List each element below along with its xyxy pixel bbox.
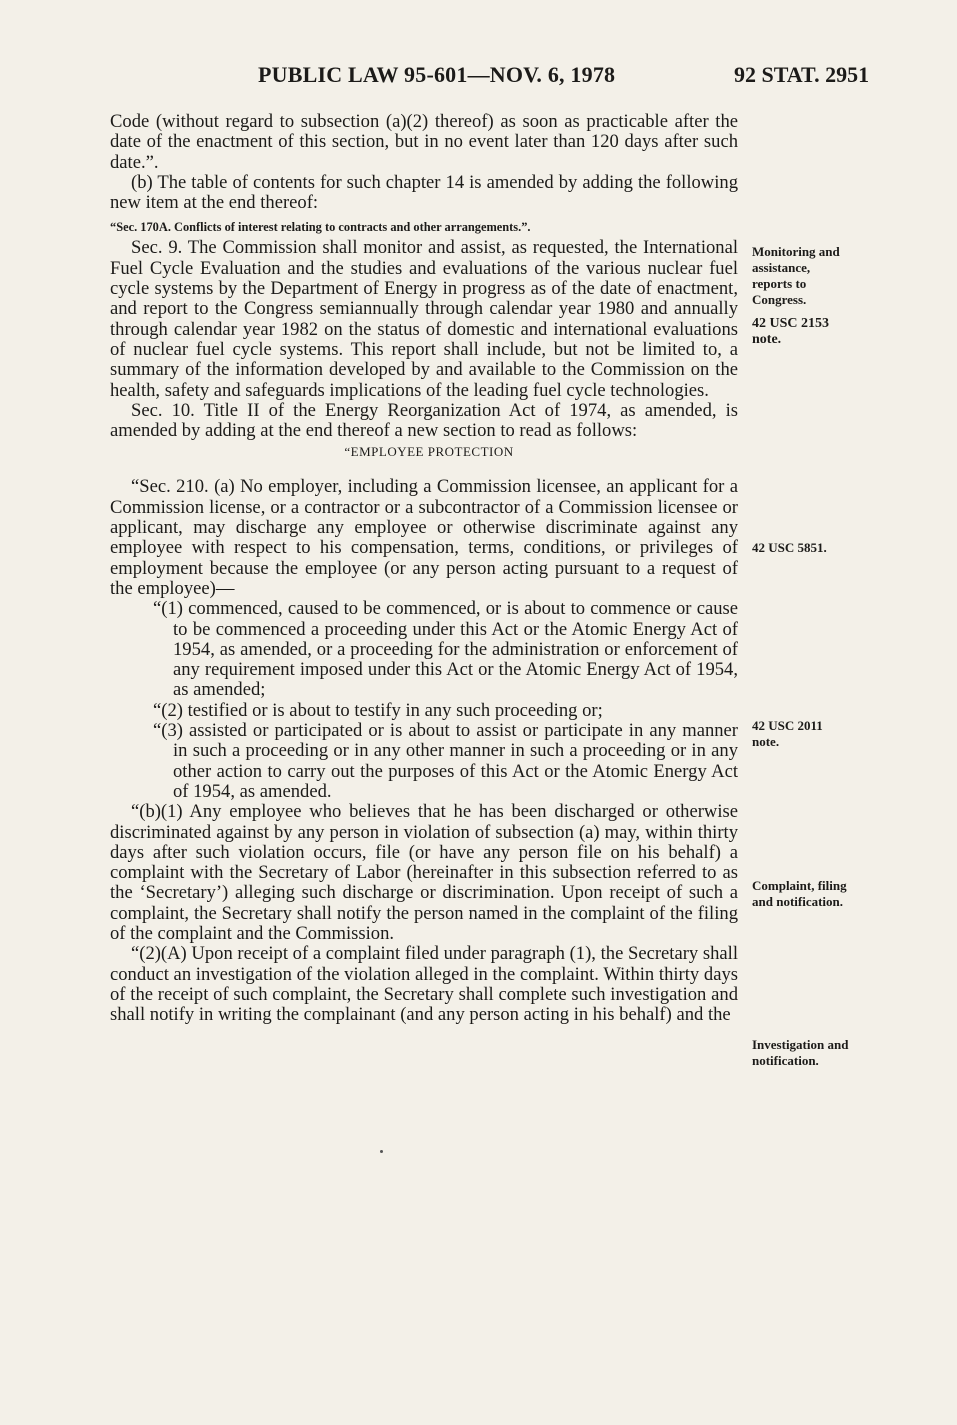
stray-dot-mark (380, 1150, 383, 1153)
list-item-1: “(1) commenced, caused to be commenced, or is about to commence or cause to be commenced a proceeding under this Act or the Atomic Energy Act of 1954, as amended, or a proceeding for the administration or enforcement of any requirement imposed under this Act or the Atomic Energy Act of 1954, as amended; (153, 598, 738, 701)
list-item-2: “(2) testified or is about to testify in any such proceeding or; (153, 699, 603, 721)
section-10-label: Sec. 10. (131, 399, 195, 421)
running-head-title: PUBLIC LAW 95-601—NOV. 6, 1978 (258, 62, 616, 87)
margin-note-cite-5851: 42 USC 5851. (752, 540, 827, 555)
section-9 (110, 238, 738, 400)
paragraph-continuation: Code (without regard to subsection (a)(2) thereof) as soon as practicable after the date of the enactment of this section, but in no event later than 120 days after such date.”. (110, 111, 738, 173)
running-head-stat: 92 STAT. 2951 (734, 62, 870, 87)
section-210 (110, 477, 738, 599)
margin-note-complaint: Complaint, filing and notification. (752, 878, 847, 909)
section-9-text: The Commission shall monitor and assist, as requested, the International Fuel Cycle Evaluation and the studies and evaluations of the various nuclear fuel cycle systems by the Department of Energy in progress as of the date of enactment, and report to the Congress semiannually through calendar year 1980 and annually through calendar year 1982 on the status of domestic and international evaluations of nuclear fuel cycle systems. This report shall include, but not be limited to, a summary of the information developed by and available to the Commission on the health, safety and safeguards implications of the leading fuel cycle technologies. (110, 237, 739, 401)
toc-item: “Sec. 170A. Conflicts of interest relating to contracts and other arrangements.”. (110, 220, 531, 235)
list-item-3: “(3) assisted or participated or is about to assist or participate in any manner in such a proceeding or in any other manner in such a proceeding or in any other action to carry out the purposes of this Act or the Atomic Energy Act of 1954, as amended. (153, 720, 738, 802)
employee-protection-heading: “EMPLOYEE PROTECTION (344, 444, 514, 460)
section-10 (110, 401, 738, 442)
margin-note-cite-2153: 42 USC 2153 note. (752, 316, 830, 347)
paragraph-b1: “(b)(1) Any employee who believes that he has been discharged or otherwise discriminated against by any person in violation of subsection (a) may, within thirty days after such violation occurs, file (or have any person file on his behalf) a complaint with the Secretary of Labor (hereinafter in this subsection referred to as the ‘Secretary’) alleging such discharge or discrimination. Upon receipt of such a complaint, the Secretary shall notify the person named in the complaint of the filing of the complaint and the Commission. (110, 801, 738, 944)
margin-note-monitoring: Monitoring and assistance, reports to Congress. (752, 244, 840, 307)
section-210-text: (a) No employer, including a Commission licensee, an applicant for a Commission license, or a contractor or a subcontractor of a Commission licensee or applicant, may discharge any employee or otherwise discriminate against any employee with respect to his compensation, terms, conditions, or privileges of employment because the employee (or any person acting pursuant to a request of the employee)— (110, 476, 738, 599)
body-text (110, 112, 738, 1025)
section-10-text: Title II of the Energy Reorganization Act of 1974, as amended, is amended by adding at the end thereof a new section to read as follows: (110, 399, 738, 442)
section-9-label: Sec. 9. (131, 237, 183, 259)
margin-note-investigation: Investigation and notification. (752, 1037, 849, 1068)
paragraph-table-of-contents: (b) The table of contents for such chapter 14 is amended by adding the following new item at the end thereof: (110, 171, 738, 214)
paragraph-b2: “(2)(A) Upon receipt of a complaint filed under paragraph (1), the Secretary shall conduct an investigation of the violation alleged in the complaint. Within thirty days of the receipt of such complaint, the Secretary shall complete such investigation and shall notify in writing the complainant (and any person acting in his behalf) and the (110, 943, 738, 1026)
margin-note-cite-2011: 42 USC 2011 note. (752, 718, 823, 749)
section-210-label: “Sec. 210. (131, 476, 209, 498)
